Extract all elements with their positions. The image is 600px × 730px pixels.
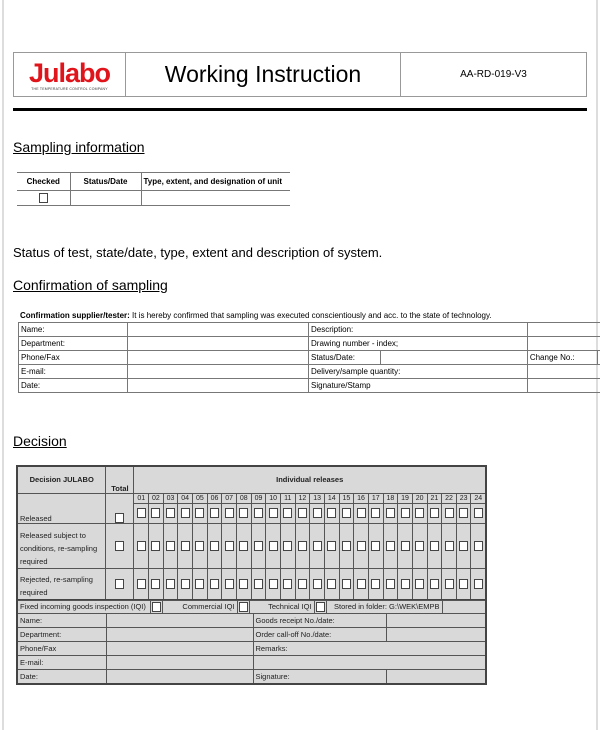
release-checkbox[interactable] bbox=[195, 579, 204, 589]
detail-label: Name: bbox=[17, 614, 106, 628]
decision-row-label: Released bbox=[17, 493, 106, 523]
sampling-heading: Sampling information bbox=[13, 139, 145, 155]
release-checkbox[interactable] bbox=[151, 541, 160, 551]
release-checkbox[interactable] bbox=[137, 541, 146, 551]
release-checkbox[interactable] bbox=[283, 508, 292, 518]
release-checkbox[interactable] bbox=[137, 579, 146, 589]
quantity-field[interactable] bbox=[527, 365, 600, 379]
detail-field[interactable] bbox=[106, 614, 253, 628]
document-title: Working Instruction bbox=[126, 53, 401, 97]
release-checkbox[interactable] bbox=[195, 508, 204, 518]
release-checkbox[interactable] bbox=[445, 541, 454, 551]
release-checkbox[interactable] bbox=[210, 541, 219, 551]
release-checkbox[interactable] bbox=[210, 508, 219, 518]
release-checkbox[interactable] bbox=[181, 508, 190, 518]
julabo-logo: Julabo THE TEMPERATURE CONTROL COMPANY bbox=[14, 53, 126, 97]
decision-table bbox=[16, 465, 487, 601]
release-checkbox[interactable] bbox=[254, 508, 263, 518]
release-checkbox[interactable] bbox=[283, 579, 292, 589]
release-number: 12 bbox=[295, 493, 310, 503]
release-checkbox[interactable] bbox=[210, 579, 219, 589]
detail-label: Remarks: bbox=[253, 642, 486, 656]
release-number: 02 bbox=[149, 493, 164, 503]
release-checkbox[interactable] bbox=[151, 579, 160, 589]
release-checkbox[interactable] bbox=[327, 508, 336, 518]
decision-row-label: Rejected, re-sampling required bbox=[17, 568, 106, 600]
release-checkbox[interactable] bbox=[269, 508, 278, 518]
release-checkbox[interactable] bbox=[401, 579, 410, 589]
release-number: 13 bbox=[310, 493, 325, 503]
col-individual: Individual releases bbox=[134, 466, 486, 493]
release-number: 01 bbox=[134, 493, 149, 503]
name-field[interactable] bbox=[128, 323, 309, 337]
detail-field[interactable] bbox=[106, 628, 253, 642]
release-checkbox[interactable] bbox=[474, 579, 483, 589]
detail-field[interactable] bbox=[386, 628, 486, 642]
commercial-iqi-checkbox[interactable] bbox=[239, 602, 248, 612]
release-number: 05 bbox=[193, 493, 208, 503]
release-checkbox[interactable] bbox=[401, 508, 410, 518]
drawing-field[interactable] bbox=[527, 337, 600, 351]
total-checkbox[interactable] bbox=[115, 513, 124, 523]
detail-label: Signature: bbox=[253, 670, 386, 684]
release-number: 23 bbox=[456, 493, 471, 503]
confirmation-table: Name: Description: Department: Drawing number - index; Phone/Fax Status/Date: Change No.: E-mail: Delivery/sample quantity: Date: Signature/Stamp bbox=[18, 322, 600, 393]
release-checkbox[interactable] bbox=[166, 541, 175, 551]
release-checkbox[interactable] bbox=[239, 541, 248, 551]
type-cell[interactable] bbox=[141, 191, 290, 206]
release-checkbox[interactable] bbox=[371, 508, 380, 518]
detail-label: E-mail: bbox=[17, 656, 106, 670]
detail-label: Order call-off No./date: bbox=[253, 628, 386, 642]
confirmation-heading: Confirmation of sampling bbox=[13, 277, 168, 293]
release-number: 14 bbox=[324, 493, 339, 503]
document-code: AA-RD-019-V3 bbox=[401, 53, 587, 97]
release-checkbox[interactable] bbox=[415, 579, 424, 589]
release-checkbox[interactable] bbox=[401, 541, 410, 551]
release-checkbox[interactable] bbox=[151, 508, 160, 518]
release-number: 04 bbox=[178, 493, 193, 503]
release-checkbox[interactable] bbox=[371, 541, 380, 551]
detail-field[interactable] bbox=[386, 614, 486, 628]
release-checkbox[interactable] bbox=[327, 541, 336, 551]
detail-field[interactable] bbox=[106, 642, 253, 656]
release-checkbox[interactable] bbox=[166, 579, 175, 589]
release-checkbox[interactable] bbox=[459, 541, 468, 551]
release-checkbox[interactable] bbox=[430, 541, 439, 551]
col-decision: Decision JULABO bbox=[17, 466, 106, 493]
release-checkbox[interactable] bbox=[357, 541, 366, 551]
confirmation-caption: Confirmation supplier/tester: It is hereby confirmed that sampling was executed conscientiously and acc. to the state of technology. bbox=[20, 311, 492, 320]
total-checkbox[interactable] bbox=[115, 541, 124, 551]
release-checkbox[interactable] bbox=[386, 579, 395, 589]
release-number: 18 bbox=[383, 493, 398, 503]
release-checkbox[interactable] bbox=[298, 541, 307, 551]
release-number: 06 bbox=[207, 493, 222, 503]
release-checkbox[interactable] bbox=[342, 541, 351, 551]
release-number: 17 bbox=[368, 493, 383, 503]
release-number: 09 bbox=[251, 493, 266, 503]
release-checkbox[interactable] bbox=[386, 541, 395, 551]
detail-label: Phone/Fax bbox=[17, 642, 106, 656]
release-number: 08 bbox=[236, 493, 251, 503]
decision-heading: Decision bbox=[13, 433, 67, 449]
release-checkbox[interactable] bbox=[181, 579, 190, 589]
release-checkbox[interactable] bbox=[445, 579, 454, 589]
release-checkbox[interactable] bbox=[386, 508, 395, 518]
signature-field[interactable] bbox=[527, 379, 600, 393]
release-checkbox[interactable] bbox=[445, 508, 454, 518]
release-checkbox[interactable] bbox=[137, 508, 146, 518]
release-checkbox[interactable] bbox=[254, 579, 263, 589]
release-checkbox[interactable] bbox=[415, 541, 424, 551]
release-checkbox[interactable] bbox=[313, 508, 322, 518]
release-checkbox[interactable] bbox=[459, 579, 468, 589]
release-number: 11 bbox=[280, 493, 295, 503]
release-checkbox[interactable] bbox=[474, 508, 483, 518]
document-header bbox=[13, 52, 587, 97]
release-details-table bbox=[16, 613, 487, 685]
detail-label bbox=[253, 656, 486, 670]
department-field[interactable] bbox=[128, 337, 309, 351]
release-checkbox[interactable] bbox=[269, 579, 278, 589]
fixed-iqi-checkbox[interactable] bbox=[152, 602, 161, 612]
detail-field[interactable] bbox=[386, 670, 486, 684]
status-text: Status of test, state/date, type, extent and description of system. bbox=[13, 245, 383, 260]
col-status-date: Status/Date bbox=[70, 173, 141, 191]
status-date-cell[interactable] bbox=[70, 191, 141, 206]
col-total: Total bbox=[106, 466, 134, 493]
decision-row-label: Released subject to conditions, re-sampling required bbox=[17, 523, 106, 568]
release-checkbox[interactable] bbox=[225, 579, 234, 589]
phone-field[interactable] bbox=[128, 351, 309, 365]
release-checkbox[interactable] bbox=[430, 579, 439, 589]
technical-iqi-checkbox[interactable] bbox=[316, 602, 325, 612]
date-field[interactable] bbox=[128, 379, 309, 393]
detail-label: Date: bbox=[17, 670, 106, 684]
release-checkbox[interactable] bbox=[254, 541, 263, 551]
release-checkbox[interactable] bbox=[225, 508, 234, 518]
status-field[interactable] bbox=[381, 351, 528, 365]
release-checkbox[interactable] bbox=[313, 579, 322, 589]
total-checkbox[interactable] bbox=[115, 579, 124, 589]
release-checkbox[interactable] bbox=[357, 579, 366, 589]
release-number: 19 bbox=[398, 493, 413, 503]
col-type: Type, extent, and designation of unit bbox=[141, 173, 290, 191]
detail-label: Goods receipt No./date: bbox=[253, 614, 386, 628]
release-checkbox[interactable] bbox=[313, 541, 322, 551]
release-checkbox[interactable] bbox=[342, 508, 351, 518]
release-checkbox[interactable] bbox=[459, 508, 468, 518]
iqi-table: Fixed incoming goods inspection (IQI) Commercial IQI Technical IQI Stored in folder: G:\WEK\EMPB bbox=[16, 600, 487, 615]
release-checkbox[interactable] bbox=[166, 508, 175, 518]
release-checkbox[interactable] bbox=[357, 508, 366, 518]
release-number: 22 bbox=[442, 493, 457, 503]
release-checkbox[interactable] bbox=[415, 508, 424, 518]
release-checkbox[interactable] bbox=[239, 508, 248, 518]
description-field[interactable] bbox=[527, 323, 600, 337]
detail-label: Department: bbox=[17, 628, 106, 642]
release-checkbox[interactable] bbox=[269, 541, 278, 551]
release-checkbox[interactable] bbox=[195, 541, 204, 551]
page-edge-left bbox=[2, 0, 4, 730]
sampling-table bbox=[17, 172, 290, 206]
email-field[interactable] bbox=[128, 365, 309, 379]
release-number: 21 bbox=[427, 493, 442, 503]
release-number: 07 bbox=[222, 493, 237, 503]
release-number: 15 bbox=[339, 493, 354, 503]
release-checkbox[interactable] bbox=[181, 541, 190, 551]
release-checkbox[interactable] bbox=[371, 579, 380, 589]
release-number: 16 bbox=[354, 493, 369, 503]
col-checked: Checked bbox=[17, 173, 70, 191]
release-checkbox[interactable] bbox=[239, 579, 248, 589]
header-divider bbox=[13, 108, 587, 111]
release-checkbox[interactable] bbox=[474, 541, 483, 551]
release-number: 20 bbox=[412, 493, 427, 503]
release-checkbox[interactable] bbox=[298, 508, 307, 518]
release-checkbox[interactable] bbox=[298, 579, 307, 589]
release-checkbox[interactable] bbox=[327, 579, 336, 589]
release-number: 24 bbox=[471, 493, 486, 503]
release-number: 03 bbox=[163, 493, 178, 503]
release-number: 10 bbox=[266, 493, 281, 503]
release-checkbox[interactable] bbox=[430, 508, 439, 518]
detail-field[interactable] bbox=[106, 656, 253, 670]
checked-checkbox[interactable] bbox=[39, 193, 48, 203]
release-checkbox[interactable] bbox=[283, 541, 292, 551]
detail-field[interactable] bbox=[106, 670, 253, 684]
release-checkbox[interactable] bbox=[342, 579, 351, 589]
release-checkbox[interactable] bbox=[225, 541, 234, 551]
